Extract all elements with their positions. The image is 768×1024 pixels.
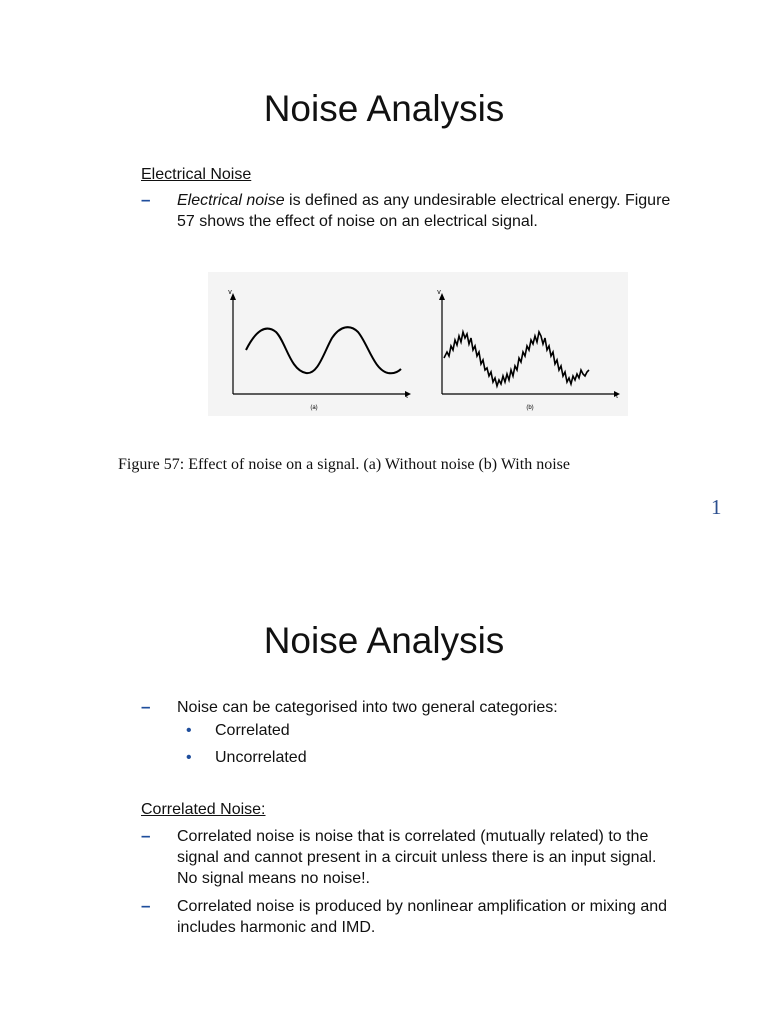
page-number: 1 [711, 495, 722, 519]
panel-a-v-label: v [228, 289, 232, 296]
bullet-dot [186, 749, 192, 767]
figure-caption: Figure 57: Effect of noise on a signal. (a) Without noise (b) With noise [118, 456, 570, 473]
point1-line2: signal and cannot present in a circuit unless there is an input signal. [177, 849, 657, 866]
panel-b-label: (b) [526, 405, 534, 411]
dash-bullet [141, 697, 150, 717]
panel-a-t-label: t [406, 393, 408, 400]
category-item-uncorrelated: Uncorrelated [215, 749, 307, 766]
dash-bullet [141, 190, 150, 210]
term-electrical-noise: Electrical noise [177, 192, 285, 209]
panel-b-v-label: v [437, 289, 441, 296]
panel-b-t-label: t [616, 393, 618, 400]
panel-a-label: (a) [310, 405, 318, 411]
point1-line1: Correlated noise is noise that is correlated (mutually related) to the [177, 828, 649, 845]
category-item-correlated: Correlated [215, 722, 290, 739]
dash-bullet [141, 826, 150, 846]
electrical-noise-heading: Electrical Noise [141, 166, 252, 183]
definition-line2: 57 shows the effect of noise on an electrical signal. [177, 213, 538, 230]
point2-line1: Correlated noise is produced by nonlinear amplification or mixing and [177, 898, 668, 915]
noise-figure [208, 272, 628, 416]
correlated-noise-heading: Correlated Noise: [141, 801, 266, 818]
point1-line3: No signal means no noise!. [177, 870, 370, 887]
slide2-title: Noise Analysis [263, 620, 505, 661]
electrical-noise-definition [177, 190, 747, 232]
bullet-dot [186, 722, 192, 740]
slide1-title: Noise Analysis [263, 88, 505, 129]
point2-line2: includes harmonic and IMD. [177, 919, 376, 936]
definition-line1: is defined as any undesirable electrical energy. Figure [284, 192, 671, 209]
categories-intro: Noise can be categorised into two general categories: [177, 699, 558, 716]
dash-bullet [141, 896, 150, 916]
correlated-point-1 [177, 826, 747, 889]
correlated-point-2 [177, 896, 747, 938]
